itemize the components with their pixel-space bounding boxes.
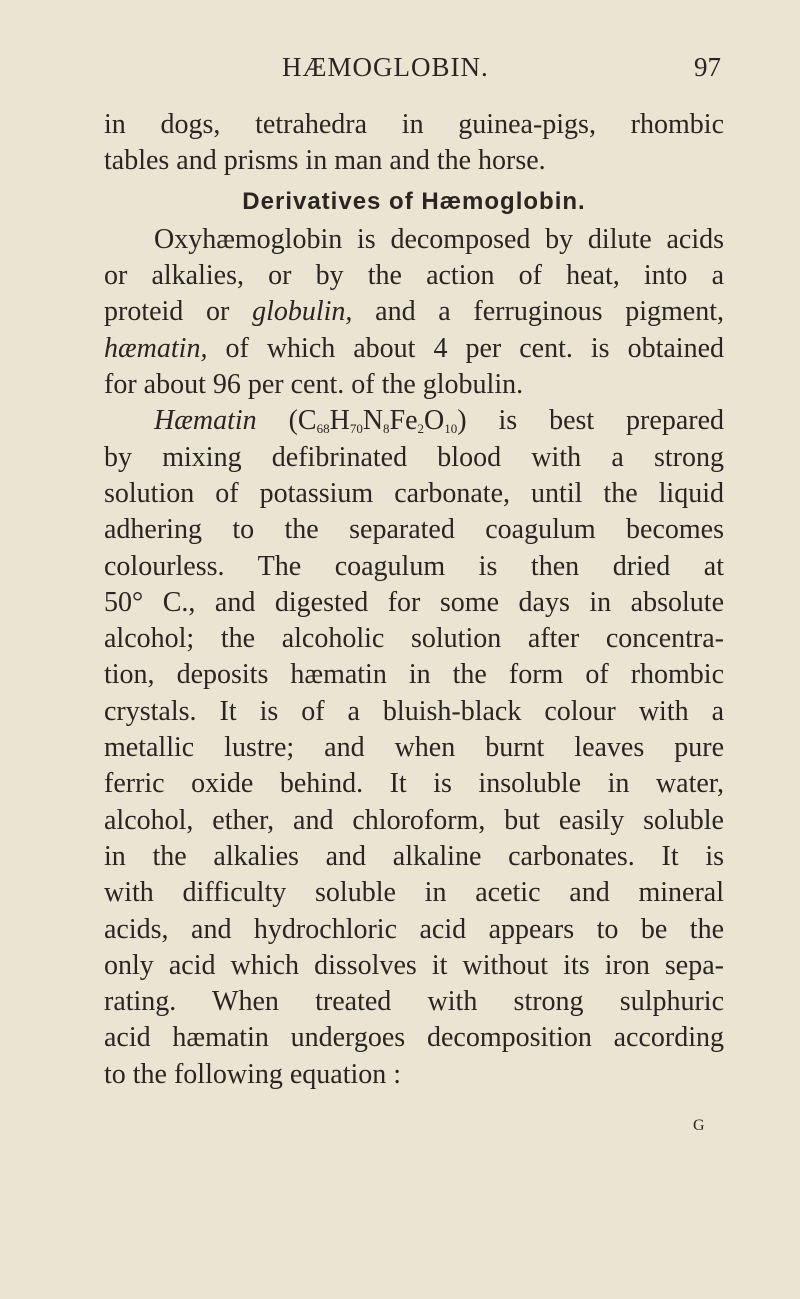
italic-term: globulin, [252,296,353,328]
text-line: or alkalies, or by the action of heat, into a [104,260,724,292]
formula-part: O [424,405,445,437]
formula-part: H [329,405,350,437]
text-line [104,403,724,439]
italic-term: Hæmatin [154,405,257,437]
running-head [0,52,800,92]
signature-mark: G [693,1117,705,1134]
formula-subscript: 8 [383,421,390,437]
running-title: HÆMOGLOBIN. [282,52,489,82]
section-heading: Derivatives of Hæmoglobin. [242,187,586,215]
text-line: for about 96 per cent. of the globulin. [104,369,524,401]
text-line: in dogs, tetrahedra in guinea-pigs, rhombic [104,109,724,140]
italic-term: hæmatin, [104,332,208,364]
formula-subscript: 70 [349,421,363,437]
text-line: rating. When treated with strong sulphuric [104,986,724,1018]
formula-part: ) [457,405,467,437]
text-line: Oxyhæmoglobin is decomposed by dilute acids [154,223,724,255]
text-line: only acid which dissolves it without its iron sepa- [104,949,724,981]
text-line: colourless. The coagulum is then dried at [104,550,724,582]
text-run: proteid or [104,296,253,328]
formula-part: Fe [389,405,418,437]
text-run: of which about 4 per cent. is obtained [207,332,724,364]
formula-part: N [362,405,384,437]
text-line: acids, and hydrochloric acid appears to be the [104,913,724,945]
text-line: alcohol; the alcoholic solution after concentra- [104,623,724,655]
text-run: is best prepared [466,405,724,437]
text-line: adhering to the separated coagulum becomes [104,514,724,546]
text-line: 50° C., and digested for some days in absolute [104,586,724,618]
formula-subscript: 2 [417,421,425,437]
text-line: crystals. It is of a bluish-black colour with a [104,695,724,727]
text-line: tion, deposits hæmatin in the form of rhombic [104,659,724,691]
body-text [104,107,724,1093]
formula-part: (C [256,405,317,437]
text-line: by mixing defibrinated blood with a strong [104,441,724,473]
page-number: 97 [694,52,721,82]
text-line: tables and prisms in man and the horse. [104,145,546,177]
text-run: and a ferruginous pigment, [352,296,724,328]
text-line: with difficulty soluble in acetic and mineral [104,877,724,909]
text-line: metallic lustre; and when burnt leaves pure [104,732,724,764]
text-line [104,294,724,330]
formula-subscript: 68 [316,421,330,437]
text-line: acid hæmatin undergoes decomposition according [104,1022,724,1054]
formula-subscript: 10 [444,421,458,437]
text-line: alcohol, ether, and chloroform, but easily soluble [104,804,724,836]
text-line [104,331,724,367]
chemical-formula [257,405,467,436]
text-line: solution of potassium carbonate, until the liquid [104,477,724,509]
text-line: in the alkalies and alkaline carbonates. It is [104,840,724,872]
text-line: ferric oxide behind. It is insoluble in water, [104,768,724,800]
text-line: to the following equation : [104,1058,402,1090]
